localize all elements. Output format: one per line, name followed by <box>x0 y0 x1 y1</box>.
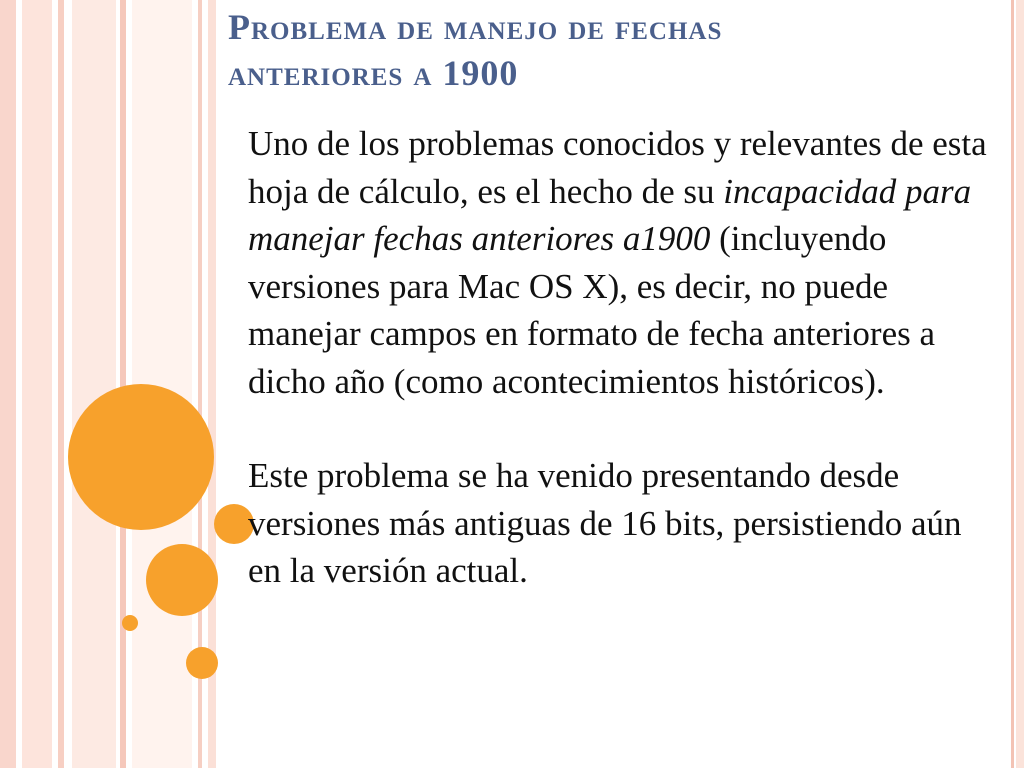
decorative-circle-small <box>122 615 138 631</box>
title-line: anteriores a 1900 <box>228 53 519 93</box>
paragraph-text: Uno de los problemas conocidos y relevantes de esta hoja de cálculo, es el hecho de su <box>248 124 987 211</box>
emphasized-text: incapacidad para manejar fechas anteriores a1900 <box>248 171 972 258</box>
decorative-stripe <box>120 0 126 768</box>
decorative-stripe <box>22 0 52 768</box>
right-border-line <box>1011 0 1014 768</box>
slide-body <box>248 120 998 595</box>
decorative-circle <box>146 544 218 616</box>
title-line: Problema de manejo de fechas <box>228 7 723 47</box>
decorative-stripe <box>72 0 116 768</box>
decorative-stripe <box>58 0 64 768</box>
decorative-circle-large <box>68 384 214 530</box>
paragraph <box>248 120 998 405</box>
slide-title <box>228 4 988 96</box>
decorative-circle <box>186 647 218 679</box>
paragraph: Este problema se ha venido presentando desde versiones más antiguas de 16 bits, persistiendo aún en la versión actual. <box>248 456 962 590</box>
paragraph-text: (incluyendo versiones para Mac OS X), es decir, no puede manejar campos en formato de fecha anteriores a dicho año (como acontecimientos históricos). <box>248 219 936 401</box>
right-border-band <box>1016 0 1024 768</box>
decorative-stripe <box>0 0 16 768</box>
